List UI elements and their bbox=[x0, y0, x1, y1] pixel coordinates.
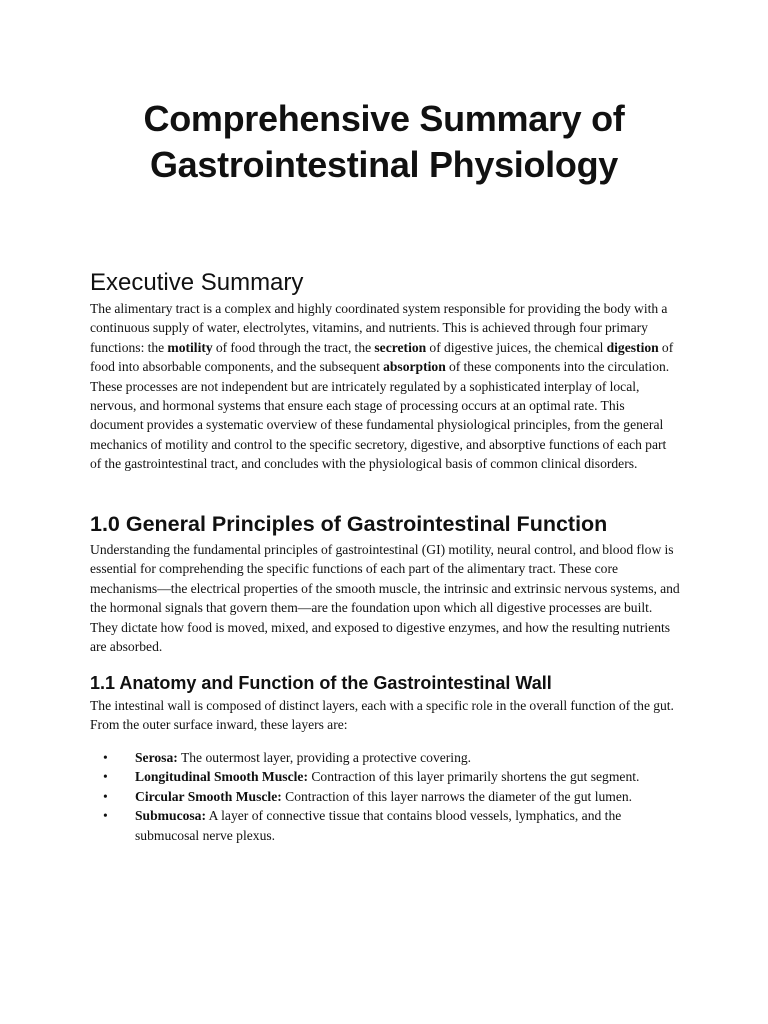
list-item-term: Longitudinal Smooth Muscle: bbox=[135, 769, 308, 785]
list-item-longitudinal-muscle bbox=[90, 767, 680, 786]
list-item-text: Contraction of this layer primarily shortens the gut segment. bbox=[307, 769, 640, 785]
bullet: • bbox=[103, 750, 108, 765]
list-item-term: Circular Smooth Muscle: bbox=[135, 788, 282, 804]
list-item-submucosa bbox=[90, 806, 680, 845]
executive-summary-paragraph bbox=[90, 299, 680, 474]
bullet: • bbox=[103, 808, 108, 824]
executive-summary-text-2: of food through the tract, the bbox=[212, 339, 375, 355]
list-item-text: A layer of connective tissue that contains blood vessels, lymphatics, and the submucosal nerve plexus. bbox=[135, 808, 622, 843]
executive-summary-text-5: of these components into the circulation. These processes are not independent but are intricately regulated by a sophisticated interplay of local, nervous, and hormonal systems that ensure each stage of processing occurs at an optimal rate. This document provides a systematic overview of these fundamental physiological principles, from the general mechanics of motility and control to the specific secretory, digestive, and absorptive functions of each part of the gastrointestinal tract, and concludes with the physiological basis of common clinical disorders. bbox=[90, 359, 670, 472]
list-item-term: Submucosa: bbox=[135, 808, 207, 824]
list-item-term: Serosa: bbox=[135, 750, 178, 765]
executive-summary-text-3: of digestive juices, the chemical bbox=[426, 339, 607, 355]
list-item-text: The outermost layer, providing a protective covering. bbox=[177, 750, 472, 765]
section-1-heading: 1.0 General Principles of Gastrointestinal Function bbox=[90, 512, 608, 536]
term-digestion: digestion bbox=[606, 339, 659, 355]
list-item-circular-muscle bbox=[90, 787, 680, 806]
list-item-text: Contraction of this layer narrows the diameter of the gut lumen. bbox=[281, 788, 633, 804]
term-secretion: secretion bbox=[374, 339, 427, 355]
term-absorption: absorption bbox=[383, 359, 446, 375]
document-title: Comprehensive Summary of Gastrointestinal Physiology bbox=[143, 98, 625, 185]
bullet: • bbox=[103, 788, 108, 804]
executive-summary-text-4: of food into absorbable components, and the subsequent bbox=[90, 339, 674, 375]
list-item-serosa bbox=[90, 748, 680, 767]
executive-summary-text-1: The alimentary tract is a complex and highly coordinated system responsible for providing the body with a continuous supply of water, electrolytes, vitamins, and nutrients. This is achieved through four primary functions: the bbox=[90, 301, 668, 355]
bullet: • bbox=[103, 769, 108, 785]
section-1-1-paragraph: The intestinal wall is composed of distinct layers, each with a specific role in the overall function of the gut. From the outer surface inward, these layers are: bbox=[90, 698, 674, 733]
executive-summary-heading: Executive Summary bbox=[90, 269, 304, 296]
section-1-1-heading: 1.1 Anatomy and Function of the Gastrointestinal Wall bbox=[90, 673, 552, 693]
section-1-paragraph: Understanding the fundamental principles of gastrointestinal (GI) motility, neural control, and blood flow is essential for comprehending the specific functions of each part of the alimentary tract. These core mechanisms—the electrical properties of the smooth muscle, the intrinsic and extrinsic nervous systems, and the hormonal signals that govern them—are the foundation upon which all digestive processes are built. They dictate how food is moved, mixed, and exposed to digestive enzymes, and how the resulting nutrients are absorbed. bbox=[90, 542, 680, 655]
wall-layers-list bbox=[90, 748, 680, 845]
term-motility: motility bbox=[167, 339, 213, 355]
